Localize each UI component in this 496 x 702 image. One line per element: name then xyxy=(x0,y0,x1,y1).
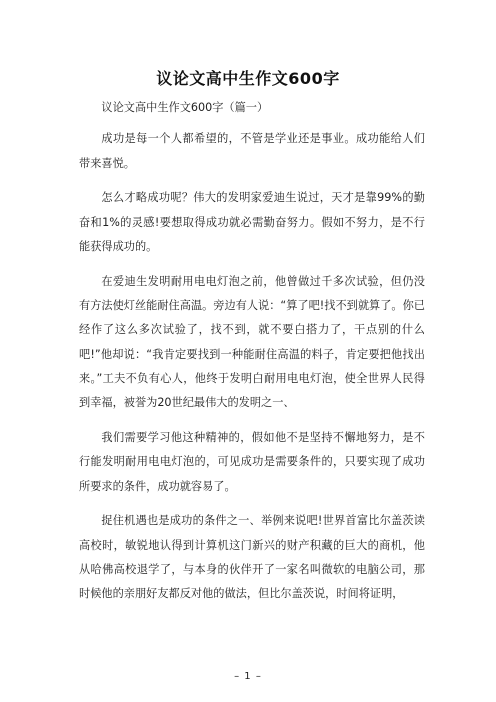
section-subtitle: 议论文高中生作文600字（篇一） xyxy=(101,101,269,114)
paragraph: 我们需要学习他这种精神的，假如他不是坚持不懈地努力，是不行能发明耐用电电灯泡的，可见成功是需要条件的，只要实现了成功所要求的条件，成功就容易了。 xyxy=(79,431,425,493)
paragraph: 成功是每一个人都希望的，不管是学业还是事业。成功能给人们带来喜悦。 xyxy=(79,132,425,170)
page-number: – 1 – xyxy=(234,671,262,682)
paragraph: 怎么才略成功呢？伟大的发明家爱迪生说过，天才是靠99%的勤奋和1%的灵感!要想取得成功就必需勤奋努力。假如不努力，是不行能获得成功的。 xyxy=(79,191,425,253)
document-title: 议论文高中生作文600字 xyxy=(156,69,340,88)
paragraph: 在爱迪生发明耐用电电灯泡之前，他曾做过千多次试验，但仍没有方法使灯丝能耐住高温。旁边有人说：“算了吧!找不到就算了。你已经作了这么多次试验了，找不到，就不要白搭力了，干点别的什么吧!”他却说：“我肯定要找到一种能耐住高温的料子，肯定要把他找出来。”工夫不负有心人，他终于发明白耐用电电灯泡，使全世界人民得到幸福，被誉为20世纪最伟大的发明之一、 xyxy=(79,274,425,410)
document-body xyxy=(79,96,425,617)
paragraph: 捉住机遇也是成功的条件之一、举例来说吧!世界首富比尔盖茨读高校时，敏锐地认得到计算机这门新兴的财产积藏的巨大的商机，他从哈佛高校退学了，与本身的伙伴开了一家名叫微软的电脑公司，那时候他的亲朋好友都反对他的做法，但比尔盖茨说，时间将证明， xyxy=(79,514,425,601)
